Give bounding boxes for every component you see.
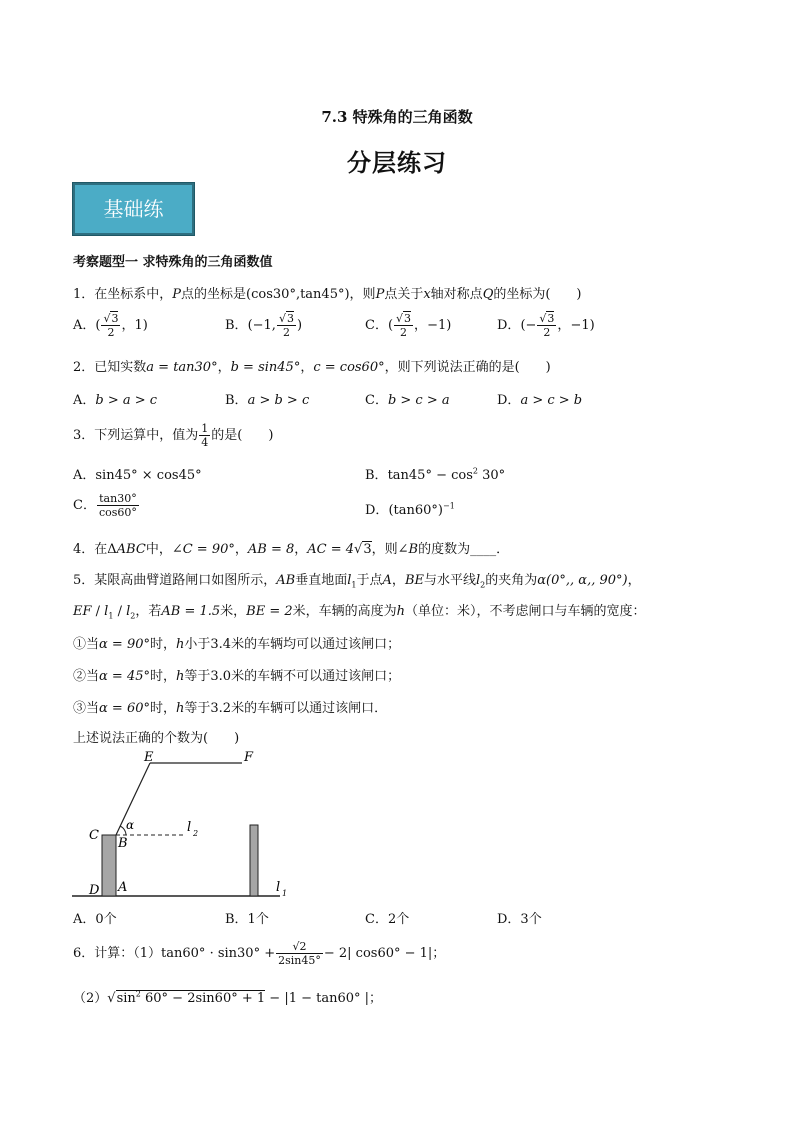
- question-2-stem: 2．已知实数a = tan30°，b = sin45°，c = cos60°，则下列说法正确的是( ): [73, 360, 551, 375]
- label-l1: l: [276, 880, 281, 895]
- question-3-option-b: B．$\tan 45^\circ - \cos^2 30^\circ$: [365, 466, 506, 483]
- question-2-option-b: B．a > b > c: [225, 393, 310, 408]
- question-1-option-c: C．( $\frac{√3}{2}$ ，−1): [365, 312, 452, 339]
- question-5-option-b: B．1个: [225, 912, 269, 927]
- question-5-line-1: 5．某限高曲臂道路闸口如图所示，AB垂直地面$l_1$于点A，BE与水平线$l_2$的夹角为α(0°,, α,, 90°)，: [73, 573, 641, 590]
- label-e: E: [144, 750, 154, 765]
- question-6-part-2: $(2)√\sin^2$ 60° − 2sin60° + 1 − |1 − tan60° |；: [73, 989, 383, 1006]
- question-4-stem: 4．在ΔABC中，∠C = 90°，AB = 8，AC = 4√3，则∠B的度数为____．: [73, 542, 510, 557]
- label-alpha: α: [126, 818, 135, 832]
- level-badge: 基础练: [73, 183, 194, 235]
- question-5-item-1: ①当α = 90°时，h小于3.4米的车辆均可以通过该闸口；: [73, 637, 401, 652]
- label-b: B: [118, 836, 128, 851]
- question-1-stem: 1．在坐标系中，P点的坐标是(cos30°,tan45°)，则P点关于x轴对称点Q的坐标为( ): [73, 287, 582, 302]
- right-post: [250, 825, 258, 896]
- question-1-option-b: B．(−1, $\frac{√3}{2}$ ): [225, 312, 303, 339]
- barrier-gate-figure: [60, 745, 320, 905]
- question-1-option-d: D．(− $\frac{√3}{2}$ ，−1): [497, 312, 595, 339]
- question-5-ask: 上述说法正确的个数为( ): [73, 731, 240, 746]
- question-2-option-a: A．b > a > c: [73, 393, 158, 408]
- question-5-option-c: C．2个: [365, 912, 410, 927]
- label-l2-sub: 2: [193, 829, 199, 838]
- question-3-option-d: D．$(\tan 60^\circ)^{-1}$: [365, 501, 455, 518]
- question-5-item-3: ③当α = 60°时，h等于3.2米的车辆可以通过该闸口．: [73, 701, 388, 716]
- label-f: F: [244, 750, 254, 765]
- question-1-option-a: A．( $\frac{√3}{2}$ ，1): [73, 312, 148, 339]
- gate-post: [102, 835, 116, 896]
- question-5-option-a: A．0个: [73, 912, 117, 927]
- question-3-stem: 3．下列运算中，值为 $\frac{1}{4}$ 的是( ): [73, 422, 274, 449]
- question-3-option-c: C． $\frac{\tan 30^\circ}{\cos 60^\circ}$: [73, 492, 137, 519]
- label-a: A: [118, 880, 128, 895]
- label-l2: l: [187, 820, 192, 835]
- question-2-option-d: D．a > c > b: [497, 393, 583, 408]
- question-5-item-2: ②当α = 45°时，h等于3.0米的车辆不可以通过该闸口；: [73, 669, 401, 684]
- question-2-option-c: C．b > c > a: [365, 393, 450, 408]
- question-5-line-2: EF / $l_1 / l_2$，若AB = 1.5米，BE = 2米，车辆的高度为h（单位：米），不考虑闸口与车辆的宽度：: [73, 604, 646, 621]
- label-l1-sub: 1: [282, 889, 288, 898]
- label-d: D: [89, 883, 100, 898]
- section-heading: 考察题型一 求特殊角的三角函数值: [73, 255, 273, 270]
- label-c: C: [89, 828, 99, 843]
- page-title: 7.3 特殊角的三角函数: [321, 108, 473, 126]
- question-5-option-d: D．3个: [497, 912, 542, 927]
- page-subtitle: 分层练习: [347, 148, 447, 177]
- question-3-option-a: A．sin45° × cos45°: [73, 468, 202, 483]
- question-6-part-1: 6．计算：（1）tan60° · sin30° + $\frac{√2}{2\sin 45^\circ}$ − 2| cos60° − 1|；: [73, 940, 446, 967]
